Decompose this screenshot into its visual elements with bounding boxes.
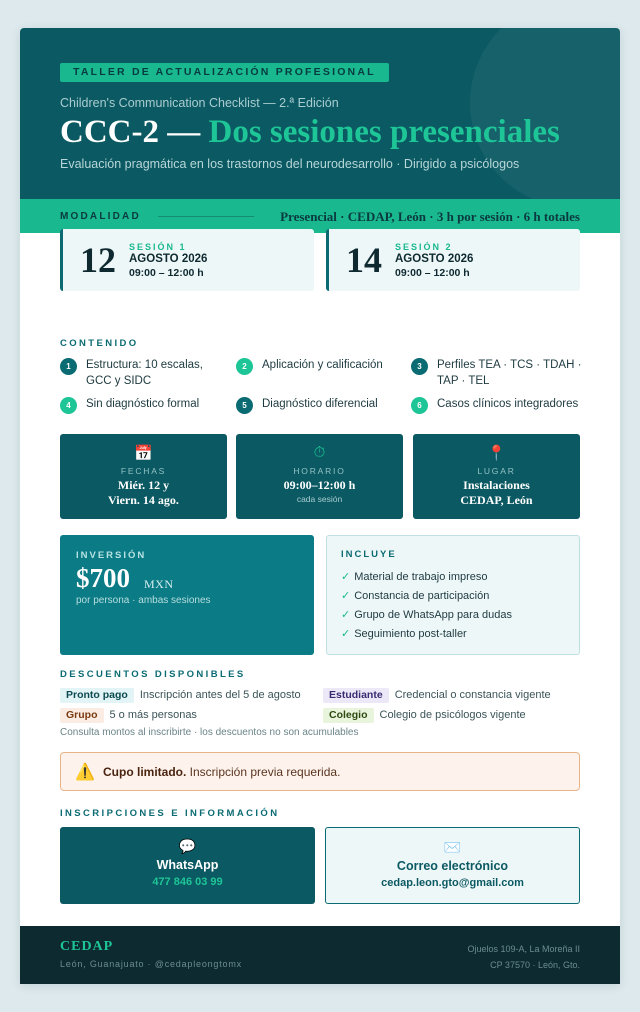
footer-address: Ojuelos 109-A, La Moreña II CP 37570 · León, Gto. xyxy=(467,944,580,970)
footer-brand: CEDAP xyxy=(60,939,114,954)
session-month: AGOSTO 2026 xyxy=(129,253,208,265)
investment-label: INVERSIÓN xyxy=(76,550,147,561)
tile-label: FECHAS xyxy=(120,466,167,476)
item-number: 1 xyxy=(60,358,77,375)
includes-box xyxy=(326,535,580,655)
page-title xyxy=(60,114,560,151)
list-item: ✓ Seguimiento post-taller xyxy=(341,628,467,640)
session-day: 14 xyxy=(346,240,382,280)
title-main: CCC-2 — xyxy=(60,114,209,150)
discount-tag: Estudiante xyxy=(323,688,389,703)
session-month: AGOSTO 2026 xyxy=(395,253,474,265)
item-text: Estructura: 10 escalas, GCC y SIDC xyxy=(86,359,203,387)
footer-subtitle: León, Guanajuato · @cedapleongtomx xyxy=(60,959,242,969)
envelope-icon: ✉️ xyxy=(443,839,462,855)
modality-value: Presencial · CEDAP, León · 3 h por sesión · 6 h totales xyxy=(280,209,580,224)
investment-box xyxy=(60,535,314,655)
includes-list xyxy=(341,568,512,644)
chat-bubble-icon: 💬 xyxy=(178,838,197,854)
capacity-alert xyxy=(60,752,580,791)
modality-label: MODALIDAD xyxy=(60,211,141,222)
footer xyxy=(20,926,620,984)
price: $700 xyxy=(76,563,130,593)
email-address[interactable]: cedap.leon.gto@gmail.com xyxy=(381,877,524,889)
list-item: ✓ Constancia de participación xyxy=(341,590,490,602)
check-icon: ✓ xyxy=(341,571,351,583)
item-text: Aplicación y calificación xyxy=(262,359,383,371)
discount-tag: Grupo xyxy=(60,708,104,723)
email-contact-button[interactable] xyxy=(325,827,580,904)
calendar-icon: 📅 xyxy=(134,445,153,462)
discount-text: Credencial o constancia vigente xyxy=(394,689,551,701)
session-label: SESIÓN 1 xyxy=(129,242,187,252)
discount-text: 5 o más personas xyxy=(109,709,197,721)
price-note: por persona · ambas sesiones xyxy=(76,595,211,606)
whatsapp-contact-button[interactable] xyxy=(60,827,315,904)
content-section-title: CONTENIDO xyxy=(60,338,139,349)
discounts-section-title: DESCUENTOS DISPONIBLES xyxy=(60,669,246,680)
tile-label: HORARIO xyxy=(293,466,346,476)
discount-item xyxy=(323,688,551,703)
check-icon: ✓ xyxy=(341,628,351,640)
email-label: Correo electrónico xyxy=(396,859,509,873)
contact-section-title: INSCRIPCIONES E INFORMACIÓN xyxy=(60,808,280,819)
item-number: 4 xyxy=(60,397,77,414)
discount-tag: Colegio xyxy=(323,708,374,723)
dates-tile xyxy=(60,434,227,519)
tile-value: 09:00–12:00 h xyxy=(283,478,356,492)
session-day: 12 xyxy=(80,240,116,280)
clock-icon: ⏱ xyxy=(313,444,326,461)
item-number: 3 xyxy=(411,358,428,375)
modality-strip xyxy=(20,199,620,233)
discount-item xyxy=(60,688,301,703)
currency: MXN xyxy=(144,577,174,591)
whatsapp-label: WhatsApp xyxy=(156,858,219,872)
item-number: 2 xyxy=(236,358,253,375)
session-card-1 xyxy=(60,229,314,291)
item-number: 6 xyxy=(411,397,428,414)
title-accent: Dos sesiones presenciales xyxy=(208,114,560,150)
item-text: Perfiles TEA · TCS · TDAH · TAP · TEL xyxy=(437,359,582,387)
list-item: ✓ Material de trabajo impreso xyxy=(341,571,488,583)
alert-text: Cupo limitado. Inscripción previa requerida. xyxy=(103,765,341,779)
check-icon: ✓ xyxy=(341,590,351,602)
discounts-note: Consulta montos al inscribirte · los descuentos no son acumulables xyxy=(60,727,359,738)
session-time: 09:00 – 12:00 h xyxy=(129,267,204,279)
location-pin-icon: 📍 xyxy=(487,445,506,462)
includes-title: INCLUYE xyxy=(341,549,397,560)
header-tagline: Evaluación pragmática en los trastornos del neurodesarrollo · Dirigido a psicólogos xyxy=(60,157,520,171)
hero-header xyxy=(20,28,620,199)
tile-value: Miér. 12 y Viern. 14 ago. xyxy=(108,478,179,507)
item-text: Sin diagnóstico formal xyxy=(86,398,200,410)
session-label: SESIÓN 2 xyxy=(395,242,453,252)
discount-item xyxy=(60,708,197,723)
list-item: ✓ Grupo de WhatsApp para dudas xyxy=(341,609,512,621)
session-card-2 xyxy=(326,229,580,291)
discount-tag: Pronto pago xyxy=(60,688,134,703)
whatsapp-number[interactable]: 477 846 03 99 xyxy=(152,876,223,888)
check-icon: ✓ xyxy=(341,609,351,621)
modality-divider xyxy=(158,216,254,217)
discount-item xyxy=(323,708,526,723)
discount-text: Inscripción antes del 5 de agosto xyxy=(139,689,301,701)
discount-text: Colegio de psicólogos vigente xyxy=(379,709,526,721)
schedule-tile xyxy=(236,434,403,519)
session-time: 09:00 – 12:00 h xyxy=(395,267,470,279)
tile-label: LUGAR xyxy=(477,466,516,476)
item-number: 5 xyxy=(236,397,253,414)
tile-value: Instalaciones CEDAP, León xyxy=(460,478,533,507)
location-tile xyxy=(413,434,580,519)
header-subtitle: Children's Communication Checklist — 2.ª Edición xyxy=(60,96,339,110)
tile-sub: cada sesión xyxy=(296,494,343,504)
item-text: Diagnóstico diferencial xyxy=(262,398,378,410)
warning-icon: ⚠️ xyxy=(75,764,95,781)
item-text: Casos clínicos integradores xyxy=(437,398,579,410)
workshop-badge: TALLER DE ACTUALIZACIÓN PROFESIONAL xyxy=(60,63,389,82)
